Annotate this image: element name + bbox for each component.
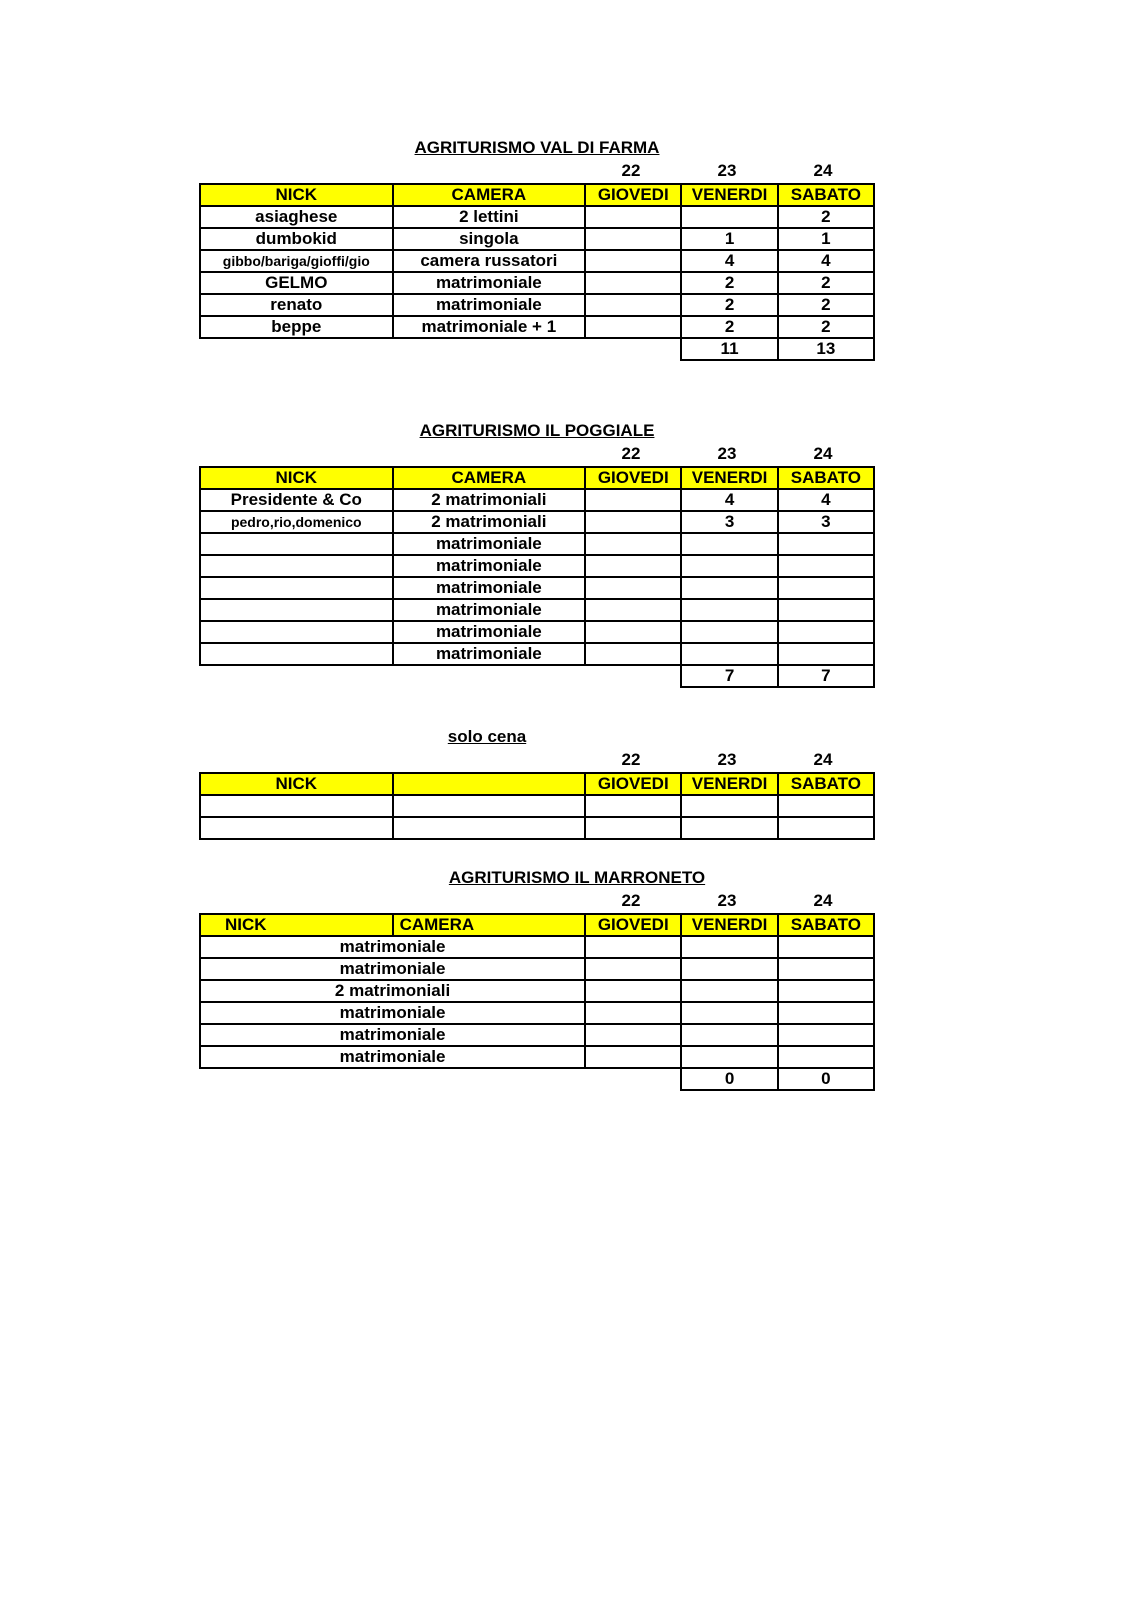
booking-table [199, 466, 875, 688]
camera-cell: matrimoniale [200, 936, 585, 958]
total-sabato: 0 [778, 1068, 874, 1090]
sabato-cell: 2 [778, 206, 874, 228]
header-camera: CAMERA [393, 184, 586, 206]
day-numbers [199, 160, 875, 182]
empty-cell [681, 817, 777, 839]
table-row [200, 1002, 874, 1024]
header-giovedi: GIOVEDI [585, 914, 681, 936]
giovedi-cell [585, 511, 681, 533]
header-nick: NICK [200, 914, 393, 936]
empty-cell [393, 817, 586, 839]
nick-cell [200, 621, 393, 643]
giovedi-cell [585, 489, 681, 511]
camera-cell: matrimoniale [393, 555, 586, 577]
total-venerdi: 0 [681, 1068, 777, 1090]
venerdi-cell: 2 [681, 316, 777, 338]
sabato-cell: 3 [778, 511, 874, 533]
blank-cell [585, 665, 681, 687]
header-row [200, 914, 874, 936]
header-nick: NICK [200, 467, 393, 489]
camera-cell: matrimoniale [393, 533, 586, 555]
header-sabato: SABATO [778, 773, 874, 795]
giovedi-cell [585, 533, 681, 555]
giovedi-cell [585, 555, 681, 577]
venerdi-cell [681, 1024, 777, 1046]
sabato-cell: 1 [778, 228, 874, 250]
header-venerdi: VENERDI [681, 467, 777, 489]
booking-table [199, 913, 875, 1091]
sabato-cell [778, 643, 874, 665]
empty-cell [585, 795, 681, 817]
blank-cell [200, 338, 393, 360]
venerdi-cell: 3 [681, 511, 777, 533]
day-numbers [199, 749, 875, 771]
sabato-cell: 2 [778, 294, 874, 316]
blank-cell [200, 665, 393, 687]
venerdi-cell [681, 936, 777, 958]
giovedi-cell [585, 206, 681, 228]
header-giovedi: GIOVEDI [585, 467, 681, 489]
header-blank [393, 773, 586, 795]
giovedi-cell [585, 958, 681, 980]
header-venerdi: VENERDI [681, 184, 777, 206]
sabato-cell [778, 533, 874, 555]
nick-cell: beppe [200, 316, 393, 338]
sabato-cell [778, 621, 874, 643]
giovedi-cell [585, 228, 681, 250]
venerdi-cell: 2 [681, 294, 777, 316]
header-venerdi: VENERDI [681, 914, 777, 936]
blank-cell [200, 1068, 585, 1090]
giovedi-cell [585, 316, 681, 338]
header-sabato: SABATO [778, 914, 874, 936]
empty-cell [681, 795, 777, 817]
table-row [200, 795, 874, 817]
blank-cell [393, 338, 586, 360]
header-giovedi: GIOVEDI [585, 773, 681, 795]
day-24: 24 [813, 444, 833, 463]
venerdi-cell [681, 958, 777, 980]
venerdi-cell: 1 [681, 228, 777, 250]
blank-cell [585, 338, 681, 360]
table-row [200, 599, 874, 621]
nick-cell: gibbo/bariga/gioffi/gio [200, 250, 393, 272]
day-23: 23 [717, 891, 737, 910]
table-row [200, 294, 874, 316]
total-sabato: 7 [778, 665, 874, 687]
camera-cell: 2 matrimoniali [393, 489, 586, 511]
venerdi-cell [681, 577, 777, 599]
table-row [200, 555, 874, 577]
day-22: 22 [621, 161, 641, 180]
venerdi-cell [681, 980, 777, 1002]
venerdi-cell [681, 643, 777, 665]
blank-cell [393, 665, 586, 687]
nick-cell [200, 643, 393, 665]
sabato-cell [778, 555, 874, 577]
table-row [200, 1046, 874, 1068]
camera-cell: matrimoniale [393, 272, 586, 294]
dinner-table [199, 772, 875, 840]
venerdi-cell [681, 555, 777, 577]
nick-cell [200, 599, 393, 621]
day-numbers [199, 443, 875, 465]
venerdi-cell [681, 1046, 777, 1068]
table-row [200, 511, 874, 533]
table-row [200, 958, 874, 980]
table-row [200, 250, 874, 272]
table-row [200, 206, 874, 228]
nick-cell [200, 555, 393, 577]
venerdi-cell: 4 [681, 250, 777, 272]
venerdi-cell [681, 599, 777, 621]
nick-cell: asiaghese [200, 206, 393, 228]
header-row [200, 467, 874, 489]
sabato-cell [778, 1024, 874, 1046]
section-title: AGRITURISMO IL MARRONETO [448, 868, 706, 887]
section-title: solo cena [447, 727, 527, 746]
table-row [200, 489, 874, 511]
header-venerdi: VENERDI [681, 773, 777, 795]
giovedi-cell [585, 936, 681, 958]
section-title: AGRITURISMO IL POGGIALE [419, 421, 655, 440]
day-24: 24 [813, 750, 833, 769]
venerdi-cell: 4 [681, 489, 777, 511]
empty-cell [200, 795, 393, 817]
day-23: 23 [717, 750, 737, 769]
sabato-cell [778, 1046, 874, 1068]
day-24: 24 [813, 891, 833, 910]
venerdi-cell [681, 1002, 777, 1024]
nick-cell: pedro,rio,domenico [200, 511, 393, 533]
nick-cell: GELMO [200, 272, 393, 294]
header-sabato: SABATO [778, 467, 874, 489]
total-venerdi: 11 [681, 338, 777, 360]
table-row [200, 272, 874, 294]
sabato-cell [778, 1002, 874, 1024]
total-venerdi: 7 [681, 665, 777, 687]
giovedi-cell [585, 621, 681, 643]
table-row [200, 643, 874, 665]
table-row [200, 817, 874, 839]
day-22: 22 [621, 750, 641, 769]
day-22: 22 [621, 891, 641, 910]
giovedi-cell [585, 1046, 681, 1068]
giovedi-cell [585, 599, 681, 621]
section-title: AGRITURISMO VAL DI FARMA [414, 138, 660, 157]
blank-cell [585, 1068, 681, 1090]
sabato-cell [778, 599, 874, 621]
camera-cell: 2 matrimoniali [200, 980, 585, 1002]
nick-cell [200, 533, 393, 555]
table-row [200, 228, 874, 250]
giovedi-cell [585, 250, 681, 272]
table-row [200, 533, 874, 555]
empty-cell [778, 817, 874, 839]
empty-cell [200, 817, 393, 839]
venerdi-cell [681, 533, 777, 555]
nick-cell [200, 577, 393, 599]
giovedi-cell [585, 1002, 681, 1024]
table-row [200, 1024, 874, 1046]
camera-cell: matrimoniale [200, 1024, 585, 1046]
sabato-cell [778, 980, 874, 1002]
giovedi-cell [585, 643, 681, 665]
camera-cell: matrimoniale [393, 599, 586, 621]
nick-cell: renato [200, 294, 393, 316]
day-24: 24 [813, 161, 833, 180]
header-nick: NICK [200, 773, 393, 795]
camera-cell: singola [393, 228, 586, 250]
header-camera: CAMERA [393, 467, 586, 489]
venerdi-cell [681, 206, 777, 228]
camera-cell: matrimoniale [200, 1046, 585, 1068]
totals-row [200, 1068, 874, 1090]
camera-cell: matrimoniale [393, 294, 586, 316]
nick-cell: Presidente & Co [200, 489, 393, 511]
sabato-cell [778, 958, 874, 980]
booking-table [199, 183, 875, 361]
empty-cell [778, 795, 874, 817]
giovedi-cell [585, 272, 681, 294]
header-row [200, 184, 874, 206]
totals-row [200, 338, 874, 360]
totals-row [200, 665, 874, 687]
table-row [200, 936, 874, 958]
header-sabato: SABATO [778, 184, 874, 206]
day-23: 23 [717, 444, 737, 463]
header-giovedi: GIOVEDI [585, 184, 681, 206]
camera-cell: matrimoniale [200, 958, 585, 980]
table-row [200, 621, 874, 643]
camera-cell: 2 lettini [393, 206, 586, 228]
total-sabato: 13 [778, 338, 874, 360]
giovedi-cell [585, 1024, 681, 1046]
header-row [200, 773, 874, 795]
camera-cell: matrimoniale [393, 643, 586, 665]
nick-cell: dumbokid [200, 228, 393, 250]
sabato-cell: 2 [778, 272, 874, 294]
camera-cell: matrimoniale [200, 1002, 585, 1024]
sabato-cell: 4 [778, 489, 874, 511]
day-numbers [199, 890, 875, 912]
giovedi-cell [585, 980, 681, 1002]
giovedi-cell [585, 294, 681, 316]
header-camera: CAMERA [393, 914, 586, 936]
table-row [200, 577, 874, 599]
sabato-cell [778, 577, 874, 599]
day-23: 23 [717, 161, 737, 180]
venerdi-cell: 2 [681, 272, 777, 294]
camera-cell: matrimoniale + 1 [393, 316, 586, 338]
empty-cell [585, 817, 681, 839]
camera-cell: 2 matrimoniali [393, 511, 586, 533]
sabato-cell: 4 [778, 250, 874, 272]
venerdi-cell [681, 621, 777, 643]
table-row [200, 316, 874, 338]
giovedi-cell [585, 577, 681, 599]
camera-cell: matrimoniale [393, 577, 586, 599]
camera-cell: matrimoniale [393, 621, 586, 643]
day-22: 22 [621, 444, 641, 463]
camera-cell: camera russatori [393, 250, 586, 272]
sabato-cell: 2 [778, 316, 874, 338]
table-row [200, 980, 874, 1002]
sabato-cell [778, 936, 874, 958]
empty-cell [393, 795, 586, 817]
header-nick: NICK [200, 184, 393, 206]
